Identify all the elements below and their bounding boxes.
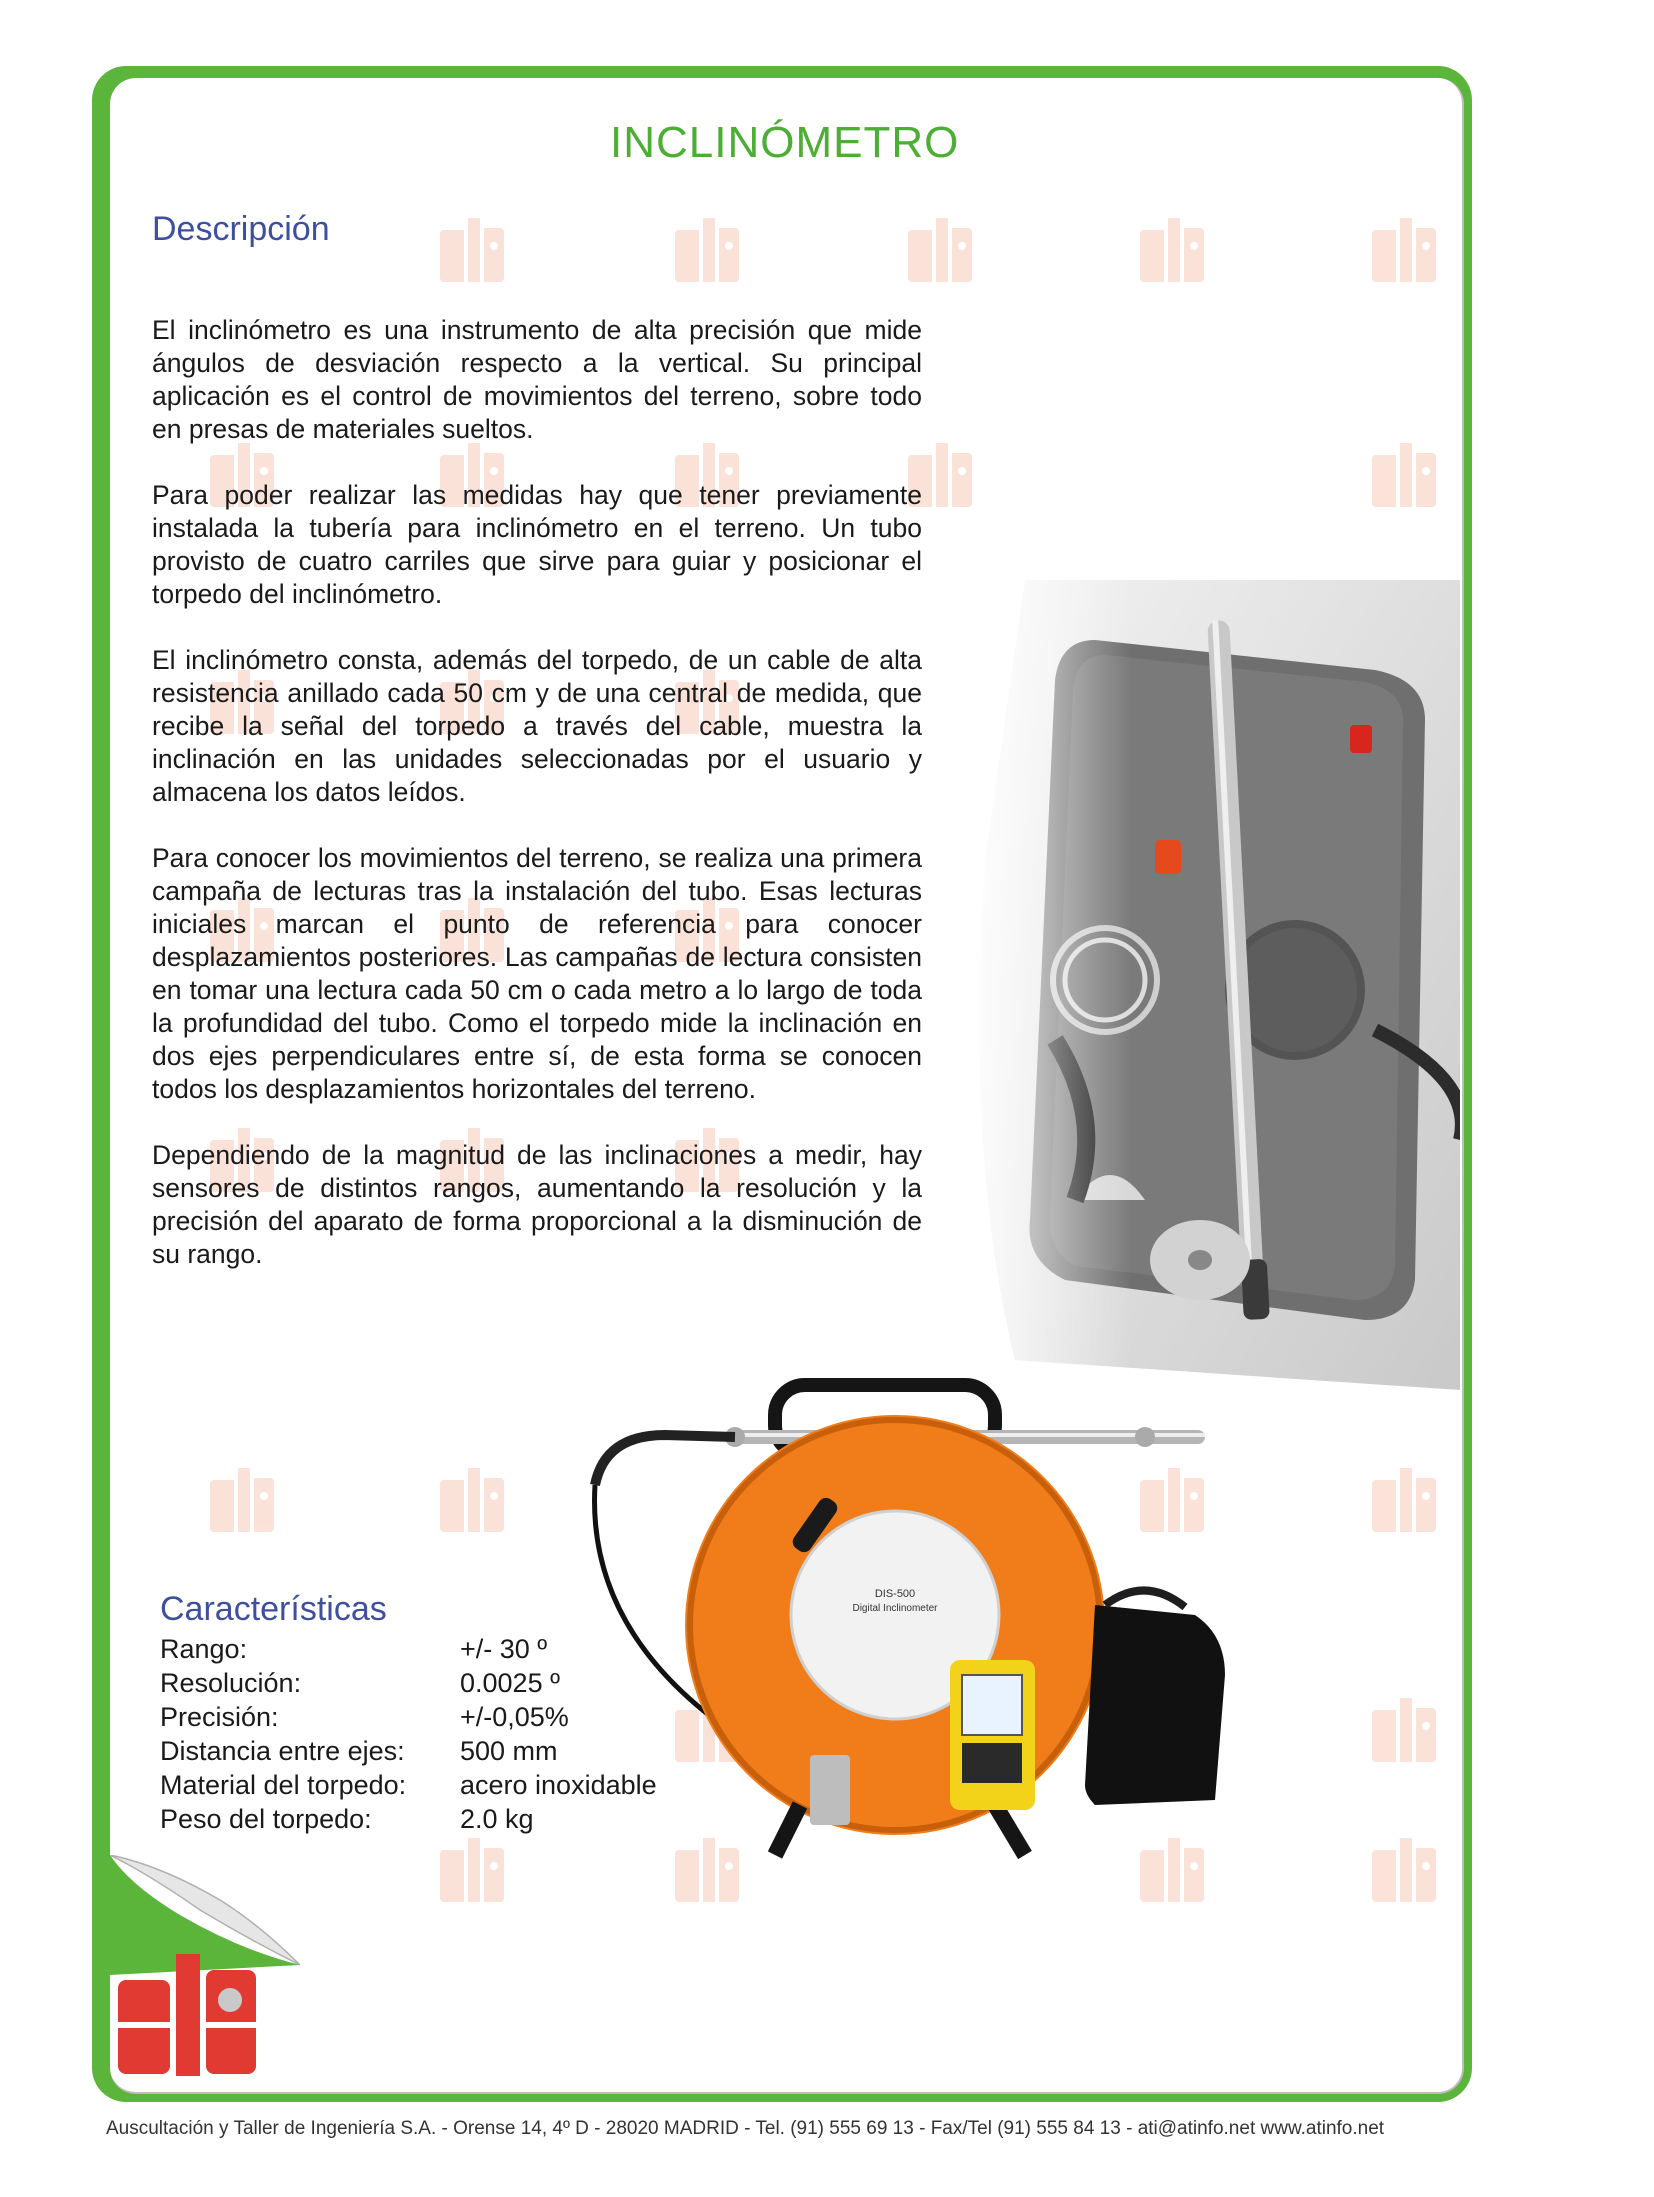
page-title: INCLINÓMETRO [610,118,960,167]
reel-subtitle-label: Digital Inclinometer [852,1603,938,1614]
watermark-logo [908,218,972,282]
feature-label: Material del torpedo: [160,1770,407,1800]
description-paragraph: Dependiendo de la magnitud de las inclinaciones a medir, hay sensores de distintos rangos, aumentando la resolución y la precisión del aparato de forma proporcional a la disminución de su rango. [152,1140,922,1269]
watermark-logo [440,1468,504,1532]
feature-value: 0.0025 º [460,1668,560,1698]
description-paragraph: El inclinómetro consta, además del torpedo, de un cable de alta resistencia anillado cada 50 cm y de una central de medida, que recibe la señal del torpedo a través del cable, muestra la inclinación en las unidades seleccionadas por el usuario y almacena los datos leídos. [152,645,922,807]
company-logo-icon [112,1950,262,2080]
feature-label: Precisión: [160,1702,279,1732]
description-paragraph: El inclinómetro es una instrumento de alta precisión que mide ángulos de desviación respecto a la vertical. Su principal aplicación es el control de movimientos del terreno, sobre todo en presas de materiales sueltos. [152,315,922,444]
feature-row [160,1632,657,1666]
description-paragraph: Para poder realizar las medidas hay que tener previamente instalada la tubería para inclinómetro en el terreno. Un tubo provisto de cuatro carriles que sirve para guiar y posicionar el torpedo del inclinómetro. [152,480,922,609]
feature-row [160,1666,657,1700]
watermark-logo [675,218,739,282]
feature-value: +/- 30 º [460,1634,548,1664]
watermark-logo [1372,1698,1436,1762]
feature-row [160,1700,657,1734]
reel-model-label: DIS-500 [874,1588,916,1600]
feature-value: 2.0 kg [460,1804,534,1834]
feature-label: Rango: [160,1634,248,1664]
features-heading: Características [160,1590,387,1628]
feature-row [160,1802,657,1836]
description-body [152,314,922,1304]
feature-row [160,1768,657,1802]
feature-label: Resolución: [160,1668,302,1698]
feature-value: +/-0,05% [460,1702,569,1732]
feature-value: 500 mm [460,1736,558,1766]
footer-contact: Auscultación y Taller de Ingeniería S.A. - Orense 14, 4º D - 28020 MADRID - Tel. (91) 555 69 13 - Fax/Tel (91) 555 84 13 - ati@atinfo.net www.atinfo.net [106,2118,1385,2139]
watermark-logo [1372,443,1436,507]
watermark-logo [1372,218,1436,282]
watermark-logo [440,1838,504,1902]
feature-row [160,1734,657,1768]
feature-label: Peso del torpedo: [160,1804,372,1834]
cable-reel-photo [585,1375,1305,1865]
inclinometer-case-photo [955,560,1460,1390]
watermark-logo [210,1468,274,1532]
watermark-logo [1372,1468,1436,1532]
watermark-logo [1140,218,1204,282]
description-heading: Descripción [152,210,330,248]
feature-value: acero inoxidable [460,1770,657,1800]
watermark-logo [440,218,504,282]
features-list [160,1632,657,1836]
description-paragraph: Para conocer los movimientos del terreno, se realiza una primera campaña de lecturas tras la instalación del tubo. Esas lecturas iniciales marcan el punto de referencia para conocer desplazamientos posteriores. Las campañas de lectura consisten en tomar una lectura cada 50 cm o cada metro a lo largo de toda la profundidad del tubo. Como el torpedo mide la inclinación en dos ejes perpendiculares entre sí, de esta forma se conocen todos los desplazamientos horizontales del terreno. [152,843,922,1104]
feature-label: Distancia entre ejes: [160,1736,405,1766]
watermark-logo [1372,1838,1436,1902]
